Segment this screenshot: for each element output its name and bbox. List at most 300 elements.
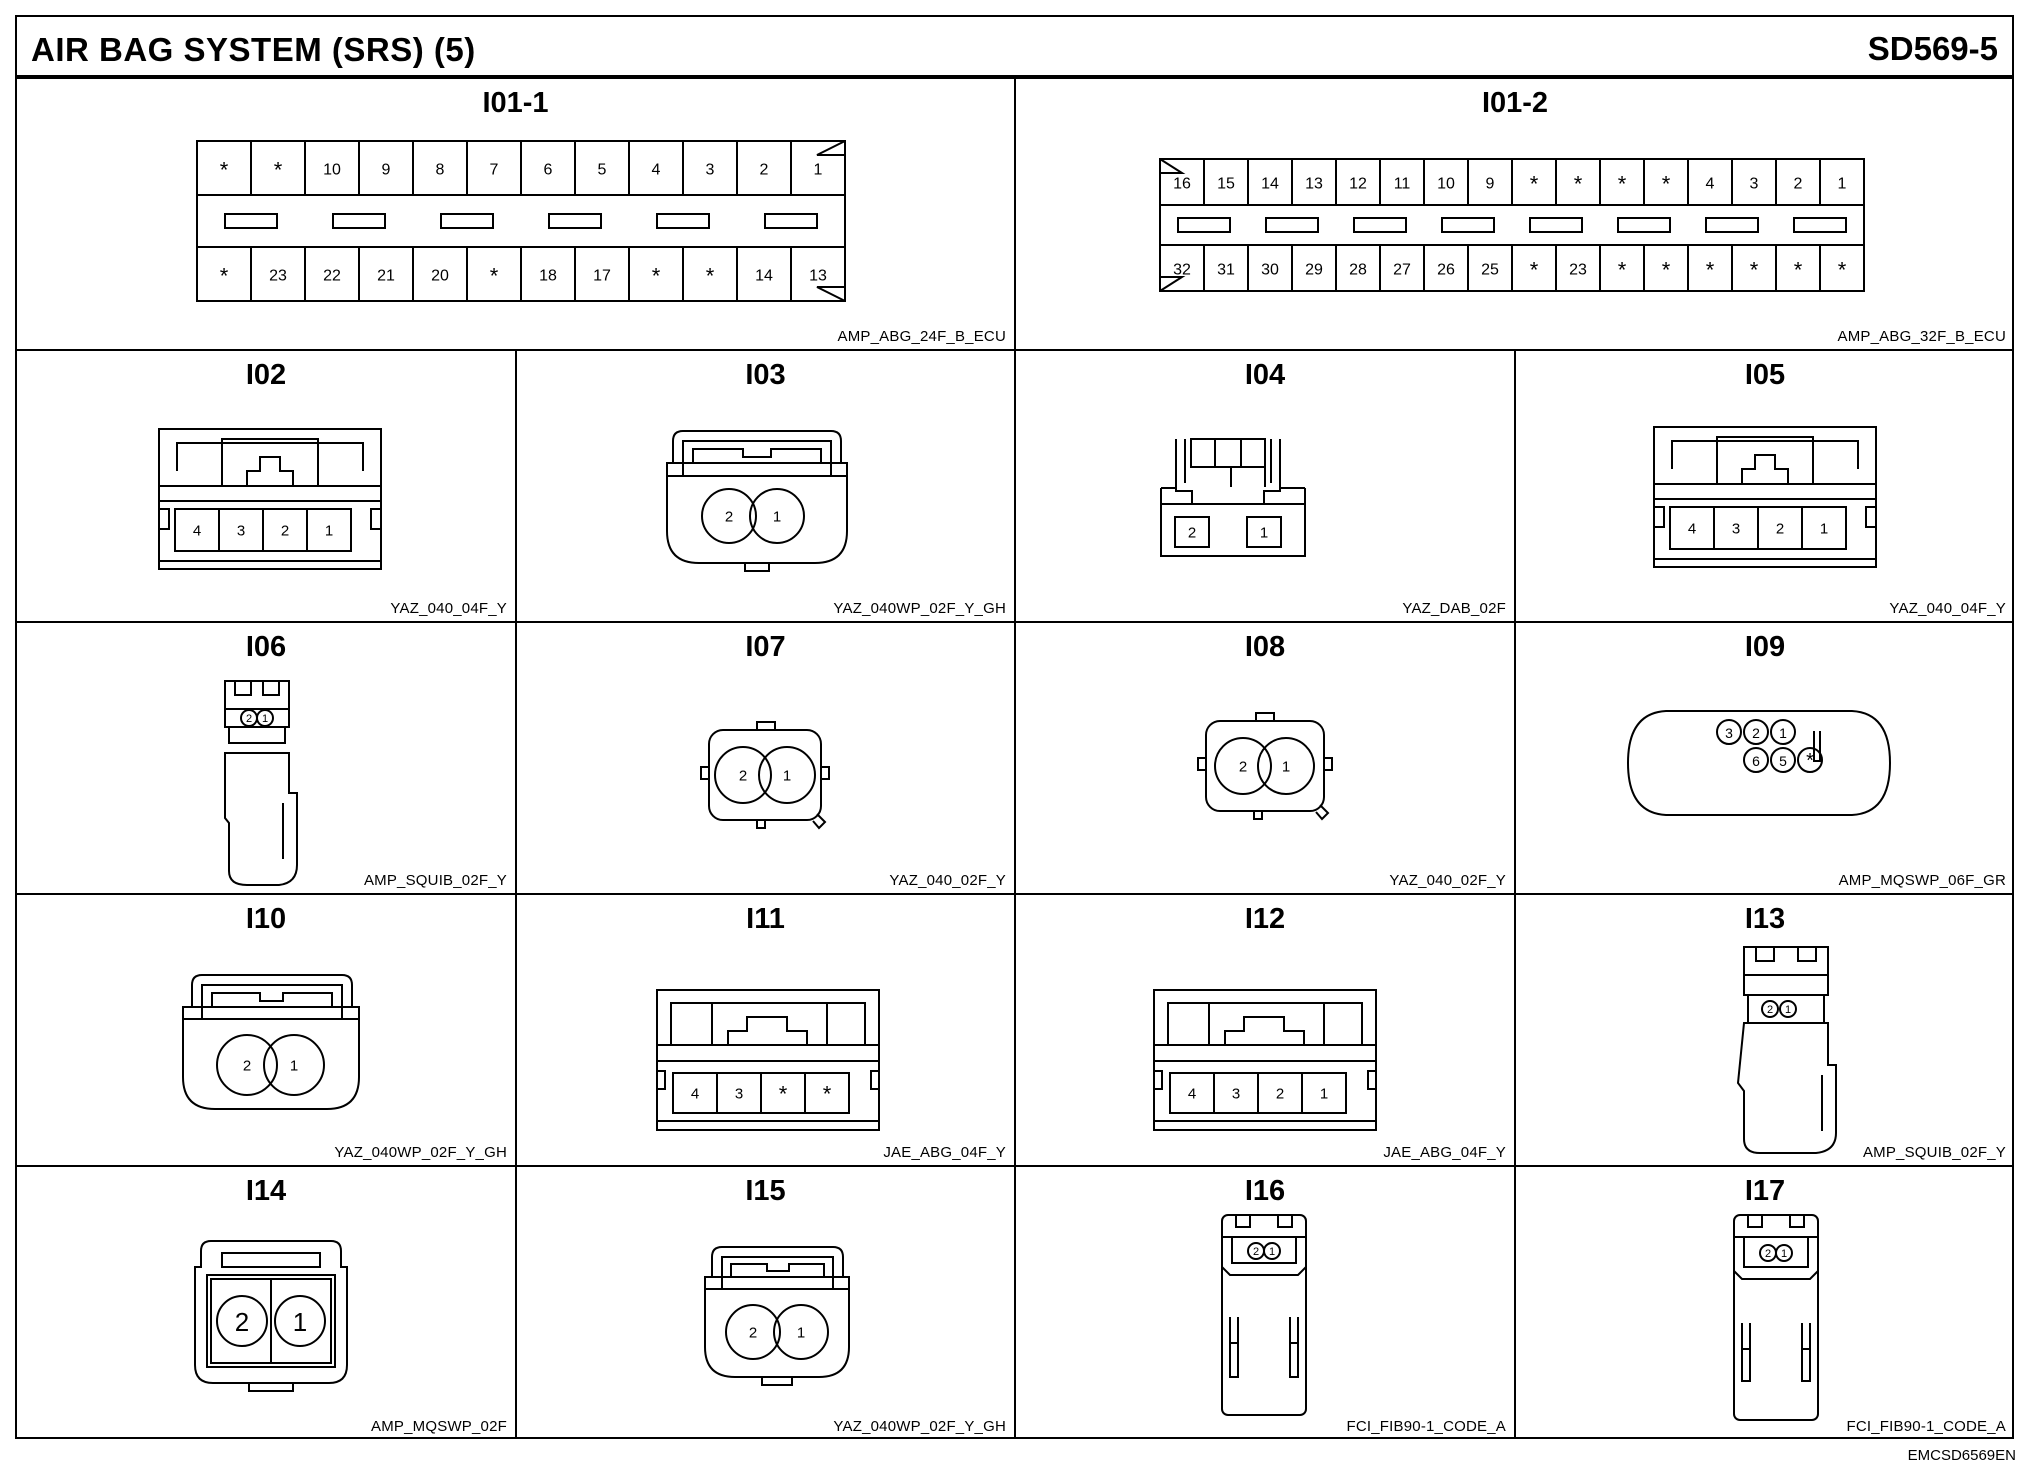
pin-label: 3 xyxy=(705,161,715,179)
pin-cell xyxy=(1258,1073,1302,1113)
pin-cell xyxy=(220,158,229,183)
pin-label: * xyxy=(1837,257,1847,283)
pin-cell xyxy=(382,162,391,179)
pin-label: 2 xyxy=(1275,1085,1285,1103)
pin-cell xyxy=(1717,720,1741,744)
pin-label: * xyxy=(219,263,229,289)
pin-label: 3 xyxy=(236,522,246,540)
pin-cell xyxy=(1760,1245,1776,1261)
pin-cell xyxy=(1305,176,1323,193)
pin-cell xyxy=(1173,176,1191,193)
pin-label: 21 xyxy=(377,267,395,285)
pin-cell xyxy=(1574,172,1583,197)
page-title: AIR BAG SYSTEM (SRS) (5) xyxy=(31,31,476,68)
pin-cell xyxy=(490,264,499,289)
pin-label: 2 xyxy=(242,1057,252,1075)
pin-cell xyxy=(1264,1243,1280,1259)
pin-label: 2 xyxy=(738,767,748,785)
pin-label: 2 xyxy=(1238,758,1248,776)
connector-i02 xyxy=(17,351,517,623)
connector-i16-drawing xyxy=(1016,1167,1514,1437)
pin-cell xyxy=(1393,262,1411,279)
connector-type: YAZ_040_04F_Y xyxy=(390,600,507,617)
top-rail xyxy=(1191,439,1265,467)
connector-i07-drawing xyxy=(517,623,1014,893)
pin-label: 27 xyxy=(1393,261,1411,279)
connector-i11 xyxy=(517,895,1016,1167)
pin-label: * xyxy=(1617,171,1627,197)
latch-outline xyxy=(1168,1003,1362,1045)
latch-tab xyxy=(1225,1017,1304,1045)
pin-cell xyxy=(1349,176,1367,193)
connector-i05-drawing xyxy=(1516,351,2012,621)
pin-cell xyxy=(1217,176,1235,193)
pin-label: 18 xyxy=(539,267,557,285)
pin-cell xyxy=(1714,507,1758,549)
connector-id: I01-2 xyxy=(1481,87,1549,119)
pin-label: 1 xyxy=(1779,725,1787,741)
connector-type: AMP_SQUIB_02F_Y xyxy=(1862,1144,2006,1161)
pin-cell xyxy=(544,162,553,179)
pin-label: * xyxy=(1529,257,1539,283)
pin-cell xyxy=(750,489,804,543)
connector-housing xyxy=(1654,427,1876,567)
pin-label: * xyxy=(489,263,499,289)
pin-cell xyxy=(1618,172,1627,197)
connector-type: AMP_ABG_24F_B_ECU xyxy=(837,328,1006,345)
pin-label: 1 xyxy=(1837,175,1847,193)
terminal-slot xyxy=(765,214,817,228)
connector-type: YAZ_040WP_02F_Y_GH xyxy=(833,1418,1006,1435)
pin-cell xyxy=(217,1035,277,1095)
fci-body xyxy=(1734,1215,1818,1420)
connector-type: YAZ_DAB_02F xyxy=(1402,600,1506,617)
pin-label: 2 xyxy=(724,508,734,526)
connector-id: I17 xyxy=(1744,1175,1786,1207)
pin-cell xyxy=(706,162,715,179)
pin-label: 1 xyxy=(772,508,782,526)
connector-type: FCI_FIB90-1_CODE_A xyxy=(1346,1418,1506,1435)
pin-label: 31 xyxy=(1217,261,1235,279)
pin-label: 2 xyxy=(1187,524,1197,542)
pin-cell xyxy=(702,489,756,543)
pin-label: 1 xyxy=(292,1307,308,1337)
pin-cell xyxy=(1758,507,1802,549)
pin-cell xyxy=(598,162,607,179)
pin-label: 4 xyxy=(1187,1085,1197,1103)
pin-label: 12 xyxy=(1349,175,1367,193)
pin-cell xyxy=(1670,507,1714,549)
pin-label: 9 xyxy=(1485,175,1495,193)
terminal-slot xyxy=(333,214,385,228)
pin-cell xyxy=(715,747,771,803)
pin-cell xyxy=(1662,258,1671,283)
connector-id: I16 xyxy=(1244,1175,1286,1207)
connector-i01-1-drawing xyxy=(17,79,1014,349)
pin-label: 2 xyxy=(234,1307,250,1337)
pin-label: 2 xyxy=(759,161,769,179)
connector-i09-drawing xyxy=(1516,623,2012,893)
terminal-slot xyxy=(657,214,709,228)
pin-cell xyxy=(1486,176,1495,193)
latch-frame xyxy=(683,441,831,463)
connector-i01-2 xyxy=(1016,79,2014,351)
pin-label: * xyxy=(1749,257,1759,283)
pin-label: 1 xyxy=(796,1324,806,1342)
connector-i07 xyxy=(517,623,1016,895)
connector-i11-drawing xyxy=(517,895,1014,1165)
pin-label: * xyxy=(1793,257,1803,283)
connector-id: I02 xyxy=(245,359,287,391)
pin-label: * xyxy=(705,263,715,289)
pin-cell xyxy=(275,1296,325,1346)
connector-id: I11 xyxy=(746,903,785,935)
pin-cell xyxy=(1248,1243,1264,1259)
connector-i16 xyxy=(1016,1167,1516,1439)
pin-label: * xyxy=(822,1081,832,1107)
connector-i04-drawing xyxy=(1016,351,1514,621)
connector-id: I10 xyxy=(245,903,287,935)
pin-cell xyxy=(377,268,395,285)
pin-label: 6 xyxy=(1752,753,1760,769)
connector-type: FCI_FIB90-1_CODE_A xyxy=(1846,1418,2006,1435)
connector-i13-drawing xyxy=(1516,895,2012,1165)
connector-i05 xyxy=(1516,351,2014,623)
pin-cell xyxy=(436,162,445,179)
pin-cell xyxy=(1170,1073,1214,1113)
terminal-slot xyxy=(1266,218,1318,232)
pin-cell xyxy=(323,268,341,285)
pin-label: 6 xyxy=(543,161,553,179)
pin-label: 29 xyxy=(1305,261,1323,279)
connector-i10-drawing xyxy=(17,895,515,1165)
pin-cell xyxy=(1437,262,1455,279)
connector-id: I07 xyxy=(745,631,786,663)
pin-cell xyxy=(1569,262,1587,279)
latch-tab xyxy=(247,457,293,486)
pin-label: 4 xyxy=(192,522,202,540)
pin-label: * xyxy=(219,157,229,183)
pin-label: 3 xyxy=(1725,725,1733,741)
pin-label: 14 xyxy=(1261,175,1279,193)
terminal-slot xyxy=(441,214,493,228)
pin-cell xyxy=(1618,258,1627,283)
pin-cell xyxy=(814,162,823,179)
terminal-slot xyxy=(1618,218,1670,232)
connector-i13 xyxy=(1516,895,2014,1167)
terminal-slot xyxy=(1530,218,1582,232)
latch-frame xyxy=(722,1257,833,1277)
terminal-slot xyxy=(549,214,601,228)
latch-bar xyxy=(222,1253,320,1267)
connector-type: JAE_ABG_04F_Y xyxy=(883,1144,1006,1161)
pin-cell xyxy=(274,158,283,183)
pin-cell xyxy=(761,1073,805,1113)
latch-frame xyxy=(1209,1003,1324,1045)
connector-type: AMP_ABG_32F_B_ECU xyxy=(1837,328,2006,345)
connector-id: I15 xyxy=(745,1175,786,1207)
pin-label: 13 xyxy=(809,267,827,285)
pin-cell xyxy=(652,264,661,289)
pin-label: 1 xyxy=(1819,520,1829,538)
pin-label: 1 xyxy=(1784,1004,1792,1016)
pin-label: 23 xyxy=(1569,261,1587,279)
latch-frame xyxy=(222,439,318,486)
pin-label: 14 xyxy=(755,267,773,285)
pin-cell xyxy=(1771,748,1795,772)
pin-label: 3 xyxy=(734,1085,744,1103)
connector-type: YAZ_040_02F_Y xyxy=(1389,872,1506,889)
pin-cell xyxy=(1258,738,1314,794)
key-notch xyxy=(817,141,845,155)
terminal-slot xyxy=(1706,218,1758,232)
pin-label: 1 xyxy=(1259,524,1269,542)
pin-cell xyxy=(241,710,257,726)
connector-i14 xyxy=(17,1167,517,1439)
pin-cell xyxy=(217,1296,267,1346)
pin-cell xyxy=(1776,1245,1792,1261)
connector-i15 xyxy=(517,1167,1016,1439)
pin-cell xyxy=(1744,720,1768,744)
connector-i17 xyxy=(1516,1167,2014,1439)
connector-id: I01-1 xyxy=(482,87,549,119)
connector-i06 xyxy=(17,623,517,895)
pin-label: 1 xyxy=(1281,758,1291,776)
pin-label: 25 xyxy=(1481,261,1499,279)
pin-label: * xyxy=(1617,257,1627,283)
pin-cell xyxy=(774,1305,828,1359)
connector-i06-drawing xyxy=(17,623,515,893)
pin-label: * xyxy=(651,263,661,289)
latch-slot xyxy=(1814,731,1820,761)
pin-cell xyxy=(1349,262,1367,279)
connector-i01-1 xyxy=(17,79,1016,351)
latch-outline xyxy=(671,1003,865,1045)
pin-label: 4 xyxy=(690,1085,700,1103)
connector-i01-2-drawing xyxy=(1016,79,2012,349)
pin-label: 8 xyxy=(435,161,445,179)
pin-cell xyxy=(175,509,219,551)
pin-cell xyxy=(1305,262,1323,279)
pin-cell xyxy=(760,162,769,179)
pin-label: 1 xyxy=(1780,1248,1788,1260)
pin-cell xyxy=(1261,262,1279,279)
pin-cell xyxy=(263,509,307,551)
connector-i04 xyxy=(1016,351,1516,623)
pin-label: 2 xyxy=(1793,175,1803,193)
pin-label: * xyxy=(1806,750,1814,772)
pin-label: 2 xyxy=(1752,725,1760,741)
pin-cell xyxy=(1437,176,1455,193)
pin-cell xyxy=(1794,258,1803,283)
connector-type: YAZ_040WP_02F_Y_GH xyxy=(833,600,1006,617)
squib-body xyxy=(225,753,297,885)
pin-cell xyxy=(809,268,827,285)
pin-label: 2 xyxy=(280,522,290,540)
pin-cell xyxy=(755,268,773,285)
pin-label: 1 xyxy=(813,161,823,179)
connector-i12 xyxy=(1016,895,1516,1167)
terminal-slot xyxy=(1794,218,1846,232)
pin-label: 1 xyxy=(289,1057,299,1075)
pin-label: 23 xyxy=(269,267,287,285)
latch-tab xyxy=(693,449,821,463)
pin-label: * xyxy=(1705,257,1715,283)
pin-label: 1 xyxy=(261,713,269,725)
pin-cell xyxy=(1175,517,1209,547)
pin-cell xyxy=(1706,258,1715,283)
pin-label: * xyxy=(1573,171,1583,197)
diagram-frame xyxy=(15,15,2014,1439)
pin-cell xyxy=(1261,176,1279,193)
pin-cell xyxy=(269,268,287,285)
connector-i08-drawing xyxy=(1016,623,1514,893)
connector-i15-drawing xyxy=(517,1167,1014,1437)
pin-cell xyxy=(1215,738,1271,794)
pin-cell xyxy=(1802,507,1846,549)
terminal-slot xyxy=(1178,218,1230,232)
pin-label: 2 xyxy=(1775,520,1785,538)
pin-cell xyxy=(1394,176,1411,193)
latch-tab xyxy=(1742,455,1788,484)
pin-cell xyxy=(264,1035,324,1095)
connector-i02-drawing xyxy=(17,351,515,621)
pin-cell xyxy=(652,162,661,179)
terminal-slot xyxy=(225,214,277,228)
pin-cell xyxy=(717,1073,761,1113)
fci-body xyxy=(1222,1215,1306,1415)
connector-housing xyxy=(709,730,821,820)
connector-housing xyxy=(705,1247,849,1377)
key-notch xyxy=(1160,159,1182,173)
pin-cell xyxy=(1744,748,1768,772)
connector-id: I08 xyxy=(1244,631,1286,663)
pin-label: 4 xyxy=(651,161,661,179)
connector-i12-drawing xyxy=(1016,895,1514,1165)
pin-cell xyxy=(490,162,499,179)
pin-label: 15 xyxy=(1217,175,1235,193)
pin-cell xyxy=(1173,262,1191,279)
pin-cell xyxy=(805,1073,849,1113)
connector-i10 xyxy=(17,895,517,1167)
connector-id: I09 xyxy=(1744,631,1786,663)
pin-cell xyxy=(1780,1001,1796,1017)
pin-label: 3 xyxy=(1731,520,1741,538)
pin-cell xyxy=(593,268,611,285)
latch-tab xyxy=(728,1017,807,1045)
pin-label: 26 xyxy=(1437,261,1455,279)
pin-cell xyxy=(1706,176,1715,193)
pin-cell xyxy=(1302,1073,1346,1113)
pin-label: 9 xyxy=(381,161,391,179)
latch-tab xyxy=(731,1264,824,1277)
connector-id: I05 xyxy=(1744,359,1786,391)
connector-id: I06 xyxy=(245,631,287,663)
pin-cell xyxy=(1530,258,1539,283)
latch-tab xyxy=(212,993,332,1007)
pin-label: 13 xyxy=(1305,175,1323,193)
pin-label: 10 xyxy=(1437,175,1455,193)
document-reference: EMCSD6569EN xyxy=(1907,1447,2016,1464)
pin-label: 17 xyxy=(593,267,611,285)
connector-i03-drawing xyxy=(517,351,1014,621)
pin-cell xyxy=(673,1073,717,1113)
terminal-slot xyxy=(1442,218,1494,232)
pin-cell xyxy=(1530,172,1539,197)
connector-i08 xyxy=(1016,623,1516,895)
pin-cell xyxy=(1838,258,1847,283)
latch-frame xyxy=(712,1003,827,1045)
pin-label: 20 xyxy=(431,267,449,285)
pin-cell xyxy=(257,710,273,726)
pin-cell xyxy=(726,1305,780,1359)
key-notch xyxy=(1160,277,1182,291)
pin-label: 30 xyxy=(1261,261,1279,279)
pin-label: * xyxy=(1661,171,1671,197)
pin-label: 2 xyxy=(1252,1246,1260,1258)
pin-label: * xyxy=(1529,171,1539,197)
pin-cell xyxy=(1214,1073,1258,1113)
pin-label: 2 xyxy=(748,1324,758,1342)
pin-cell xyxy=(1750,258,1759,283)
pin-label: 1 xyxy=(782,767,792,785)
connector-id: I13 xyxy=(1744,903,1786,935)
pin-label: 4 xyxy=(1687,520,1697,538)
pin-cell xyxy=(759,747,815,803)
connector-i14-drawing xyxy=(17,1167,515,1437)
pin-label: 1 xyxy=(324,522,334,540)
connector-type: JAE_ABG_04F_Y xyxy=(1383,1144,1506,1161)
key-notch xyxy=(817,287,845,301)
connector-id: I14 xyxy=(245,1175,287,1207)
pin-label: 7 xyxy=(489,161,499,179)
pin-label: 11 xyxy=(1393,175,1411,193)
pin-label: 2 xyxy=(245,713,253,725)
pin-label: 3 xyxy=(1231,1085,1241,1103)
pin-cell xyxy=(219,509,263,551)
pin-cell xyxy=(1838,176,1847,193)
pin-label: 16 xyxy=(1173,175,1191,193)
pin-cell xyxy=(1771,720,1795,744)
pin-label: 28 xyxy=(1349,261,1367,279)
pin-label: 32 xyxy=(1173,261,1191,279)
latch-frame xyxy=(202,985,342,1007)
pin-cell xyxy=(1481,262,1499,279)
connector-type: AMP_SQUIB_02F_Y xyxy=(363,872,507,889)
pin-cell xyxy=(1217,262,1235,279)
latch-frame xyxy=(1717,437,1813,484)
pin-label: 3 xyxy=(1749,175,1759,193)
connector-type: YAZ_040_02F_Y xyxy=(889,872,1006,889)
connector-i17-drawing xyxy=(1516,1167,2012,1437)
connector-housing xyxy=(1161,504,1305,556)
pin-label: * xyxy=(273,157,283,183)
pin-label: 5 xyxy=(1779,753,1787,769)
pin-cell xyxy=(1247,517,1281,547)
connector-type: AMP_MQSWP_02F xyxy=(371,1418,507,1435)
pin-label: 5 xyxy=(597,161,607,179)
connector-type: AMP_MQSWP_06F_GR xyxy=(1838,872,2006,889)
pin-cell xyxy=(431,268,449,285)
pin-cell xyxy=(1662,172,1671,197)
pin-label: * xyxy=(1661,257,1671,283)
pin-cell xyxy=(1794,176,1803,193)
pin-label: 2 xyxy=(1764,1248,1772,1260)
pin-label: 22 xyxy=(323,267,341,285)
connector-type: YAZ_040_04F_Y xyxy=(1889,600,2006,617)
pin-cell xyxy=(307,509,351,551)
pin-cell xyxy=(539,268,557,285)
